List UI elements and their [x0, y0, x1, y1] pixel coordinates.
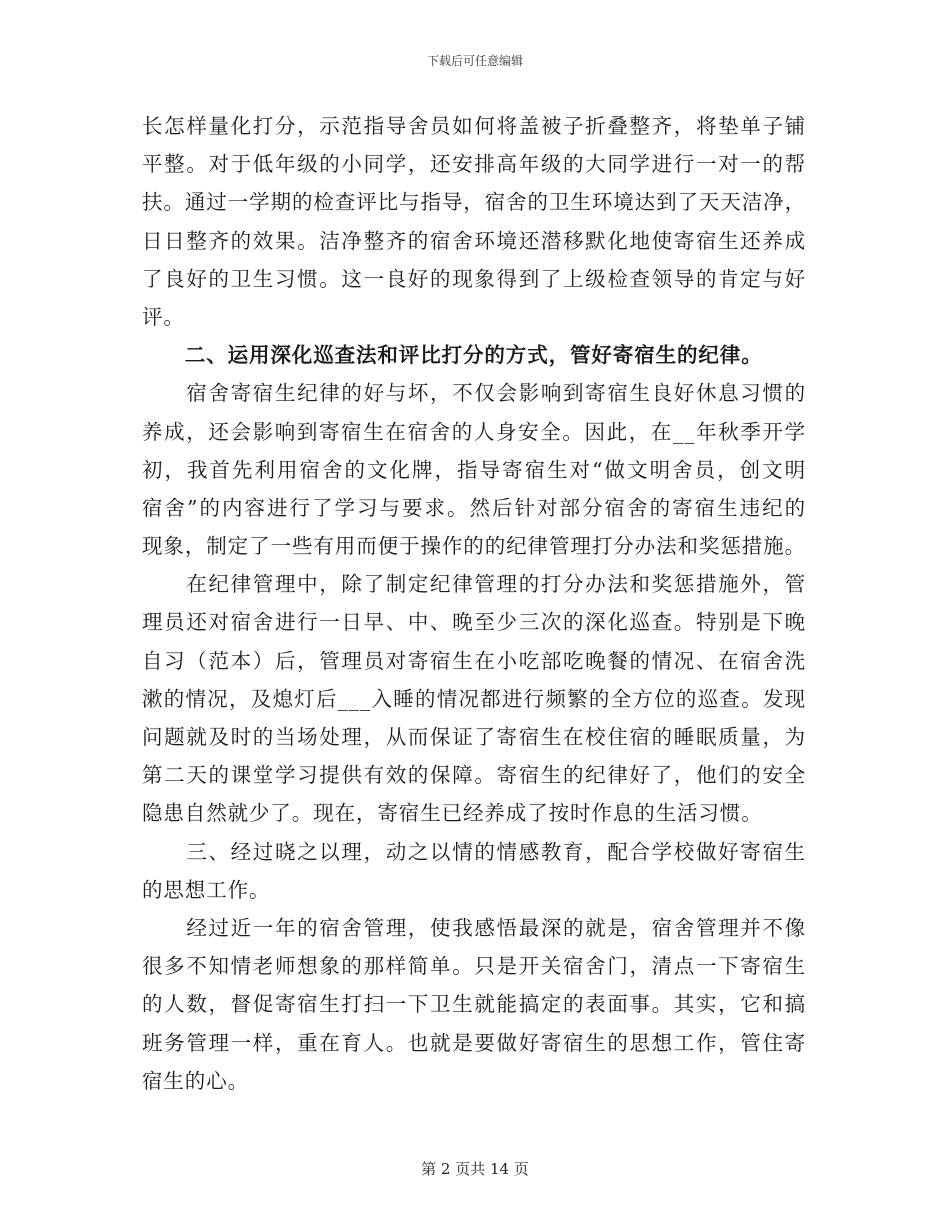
document-body: [142, 107, 806, 1100]
paragraph-line: 现象，制定了一些有用而便于操作的的纪律管理打分办法和奖惩措施。: [142, 534, 806, 559]
paragraph-line: 很多不知情老师想象的那样简单。只是开关宿舍门，清点一下寄宿生: [142, 954, 806, 979]
paragraph-line: 扶。通过一学期的检查评比与指导，宿舍的卫生环境达到了天天洁净，: [142, 190, 806, 215]
paragraph-line: 第二天的课堂学习提供有效的保障。寄宿生的纪律好了，他们的安全: [142, 763, 806, 788]
paragraph-line: 隐患自然就少了。现在，寄宿生已经养成了按时作息的生活习惯。: [142, 801, 763, 826]
paragraph-line: 评。: [142, 304, 185, 329]
page-header: 下载后可任意编辑: [426, 54, 523, 68]
paragraph-line: 在纪律管理中，除了制定纪律管理的打分办法和奖惩措施外，管: [142, 572, 806, 597]
paragraph-line: 平整。对于低年级的小同学，还安排高年级的大同学进行一对一的帮: [142, 152, 806, 177]
paragraph-line: 日日整齐的效果。洁净整齐的宿舍环境还潜移默化地使寄宿生还养成: [142, 228, 806, 253]
section-heading-line: 二、运用深化巡查法和评比打分的方式，管好寄宿生的纪律。: [142, 343, 763, 368]
paragraph-line: 了良好的卫生习惯。这一良好的现象得到了上级检查领导的肯定与好: [142, 266, 806, 291]
paragraph-line: 自习（范本）后，管理员对寄宿生在小吃部吃晚餐的情况、在宿舍洗: [142, 648, 806, 673]
paragraph-line: 长怎样量化打分，示范指导舍员如何将盖被子折叠整齐，将垫单子铺: [142, 114, 806, 138]
paragraph-line: 班务管理一样，重在育人。也就是要做好寄宿生的思想工作，管住寄: [142, 1030, 806, 1055]
paragraph-line: 理员还对宿舍进行一日早、中、晚至少三次的深化巡查。特别是下晚: [142, 610, 806, 635]
paragraph-line: 的人数，督促寄宿生打扫一下卫生就能搞定的表面事。其实，它和搞: [142, 992, 806, 1017]
paragraph-line: 宿舍寄宿生纪律的好与坏，不仅会影响到寄宿生良好休息习惯的: [142, 381, 806, 406]
paragraph-line: 漱的情况，及熄灯后___入睡的情况都进行频繁的全方位的巡查。发现: [142, 686, 806, 711]
paragraph-line: 三、经过晓之以理，动之以情的情感教育，配合学校做好寄宿生: [142, 839, 806, 864]
paragraph-line: 经过近一年的宿舍管理，使我感悟最深的就是，宿舍管理并不像: [142, 915, 806, 940]
page-footer: 第 2 页共 14 页: [421, 1160, 529, 1178]
paragraph-line: 的思想工作。: [142, 877, 271, 902]
paragraph-line: 养成，还会影响到寄宿生在宿舍的人身安全。因此，在__年秋季开学: [142, 419, 806, 444]
paragraph-line: 宿舍”的内容进行了学习与要求。然后针对部分宿舍的寄宿生违纪的: [142, 495, 806, 520]
paragraph-line: 宿生的心。: [142, 1068, 249, 1093]
paragraph-line: 初，我首先利用宿舍的文化牌，指导寄宿生对“做文明舍员，创文明: [142, 457, 806, 482]
paragraph-line: 问题就及时的当场处理，从而保证了寄宿生在校住宿的睡眠质量，为: [142, 725, 806, 749]
